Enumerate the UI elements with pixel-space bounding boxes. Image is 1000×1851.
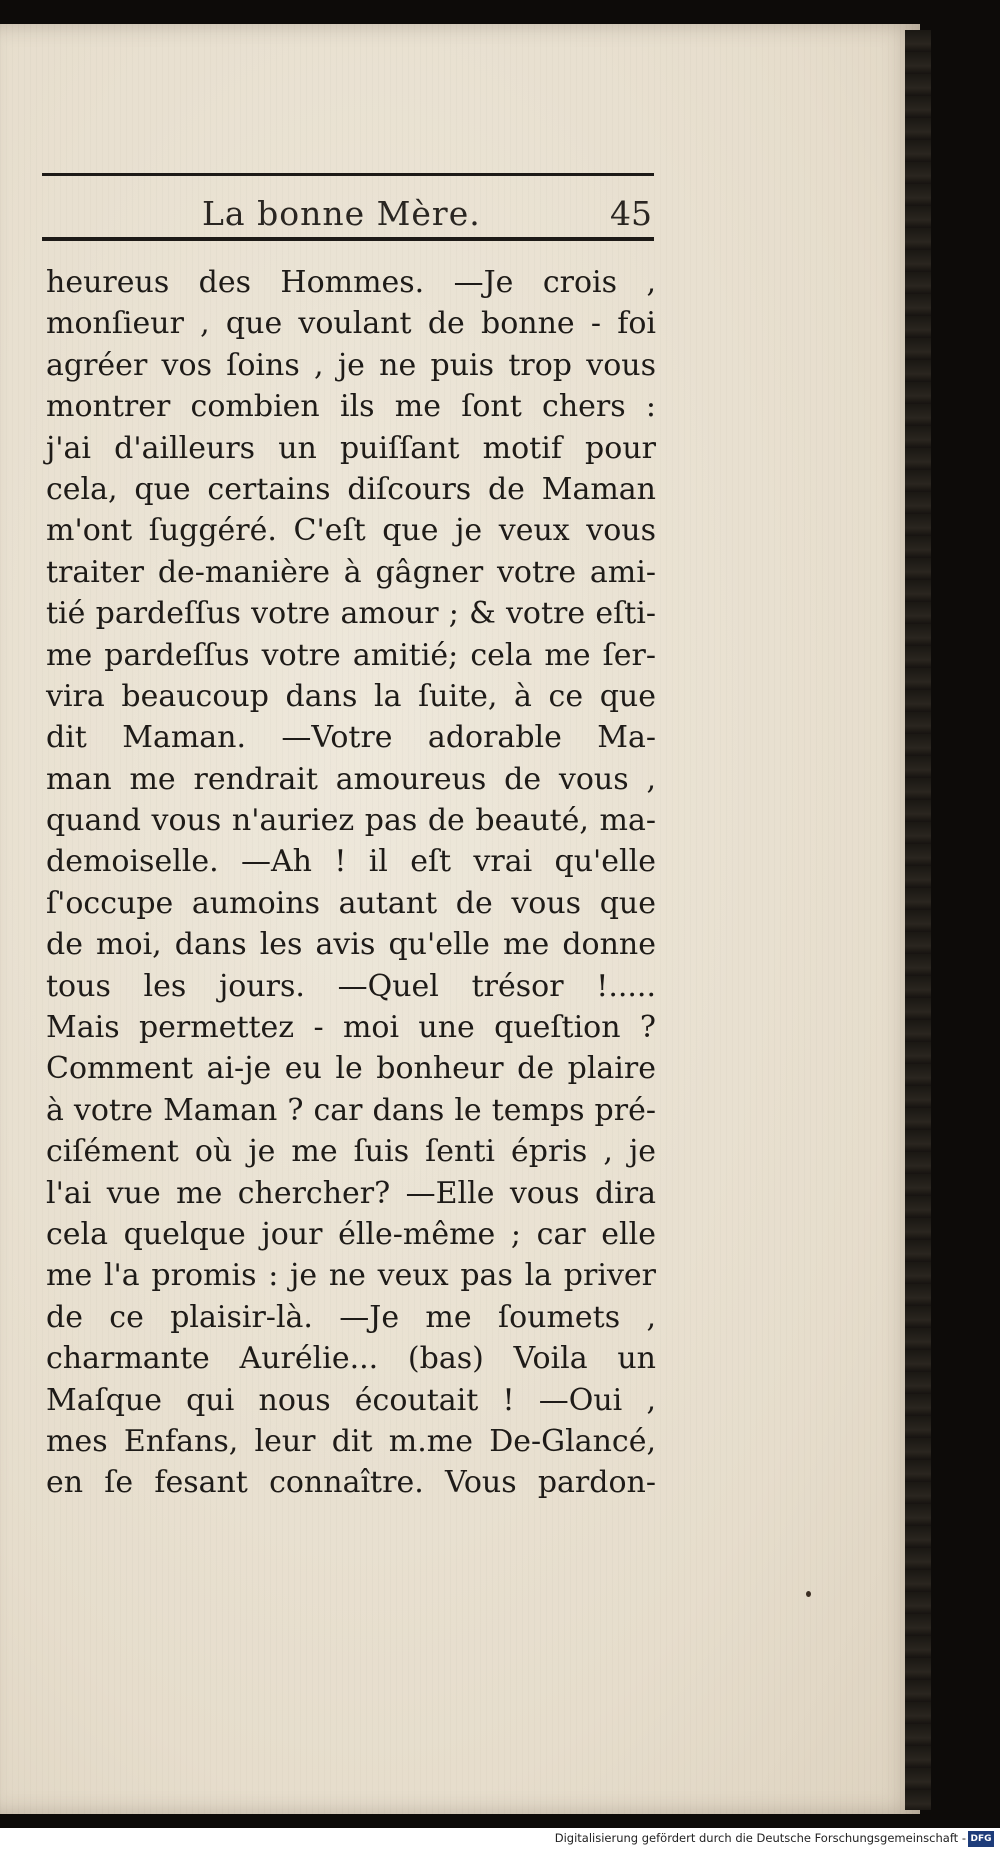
text-line: monſieur , que voulant de bonne - foi	[46, 306, 656, 342]
text-line: me pardeſſus votre amitié; cela me ſer-	[46, 637, 656, 673]
text-line: heureus des Hommes. —Je crois ,	[46, 265, 656, 300]
running-title: La bonne Mère.	[202, 194, 481, 233]
text-line: Maſque qui nous écoutait ! —Oui ,	[46, 1382, 656, 1418]
text-line: en ſe fesant connaître. Vous pardon-	[46, 1465, 656, 1501]
text-line: cela, que certains diſcours de Maman	[46, 471, 656, 507]
text-line: tié pardeſſus votre amour ; & votre eſti-	[46, 596, 656, 632]
text-line: ſ'occupe aumoins autant de vous que	[46, 885, 656, 921]
text-line: charmante Aurélie... (bas) Voila un	[46, 1341, 656, 1377]
text-line: de moi, dans les avis qu'elle me donne	[46, 927, 656, 963]
text-line: traiter de-manière à gâgner votre ami-	[46, 554, 656, 590]
text-line: de ce plaisir-là. —Je me ſoumets ,	[46, 1299, 656, 1335]
page-edge-shadow	[905, 30, 931, 1810]
text-line: man me rendrait amoureus de vous ,	[46, 761, 656, 797]
digitization-footer	[0, 1828, 1000, 1851]
text-line: quand vous n'auriez pas de beauté, ma-	[46, 803, 656, 839]
body-text	[46, 262, 656, 1504]
dfg-logo: DFG	[968, 1831, 994, 1847]
ink-speck	[806, 1591, 811, 1597]
text-line: montrer combien ils me ſont chers :	[46, 389, 656, 425]
text-line: vira beaucoup dans la ſuite, à ce que	[46, 678, 656, 714]
text-line: Comment ai-je eu le bonheur de plaire	[46, 1051, 656, 1087]
text-line: Mais permettez - moi une queſtion ?	[46, 1010, 656, 1046]
header-rule-bottom	[42, 237, 654, 241]
text-line: demoiselle. —Ah ! il eſt vrai qu'elle	[46, 844, 656, 880]
text-line: à votre Maman ? car dans le temps pré-	[46, 1092, 656, 1128]
page-number: 45	[610, 194, 652, 233]
text-line: l'ai vue me chercher? —Elle vous dira	[46, 1175, 656, 1211]
text-line: ciſément où je me ſuis ſenti épris , je	[46, 1134, 656, 1170]
running-head	[42, 194, 654, 256]
text-line: mes Enfans, leur dit m.me De-Glancé,	[46, 1423, 656, 1459]
text-line: tous les jours. —Quel trésor !.....	[46, 968, 656, 1004]
text-line: agréer vos ſoins , je ne puis trop vous	[46, 347, 656, 383]
header-rule-top	[42, 173, 654, 176]
text-line: j'ai d'ailleurs un puiſſant motif pour	[46, 430, 656, 466]
footer-credit: Digitalisierung gefördert durch die Deutsche Forschungsgemeinschaft -	[554, 1831, 966, 1845]
text-line: cela quelque jour élle-même ; car elle	[46, 1216, 656, 1252]
text-line: m'ont ſuggéré. C'eſt que je veux vous	[46, 513, 656, 549]
book-page	[0, 24, 920, 1814]
text-line: dit Maman. —Votre adorable Ma-	[46, 720, 656, 756]
text-line: me l'a promis : je ne veux pas la priver	[46, 1258, 656, 1294]
